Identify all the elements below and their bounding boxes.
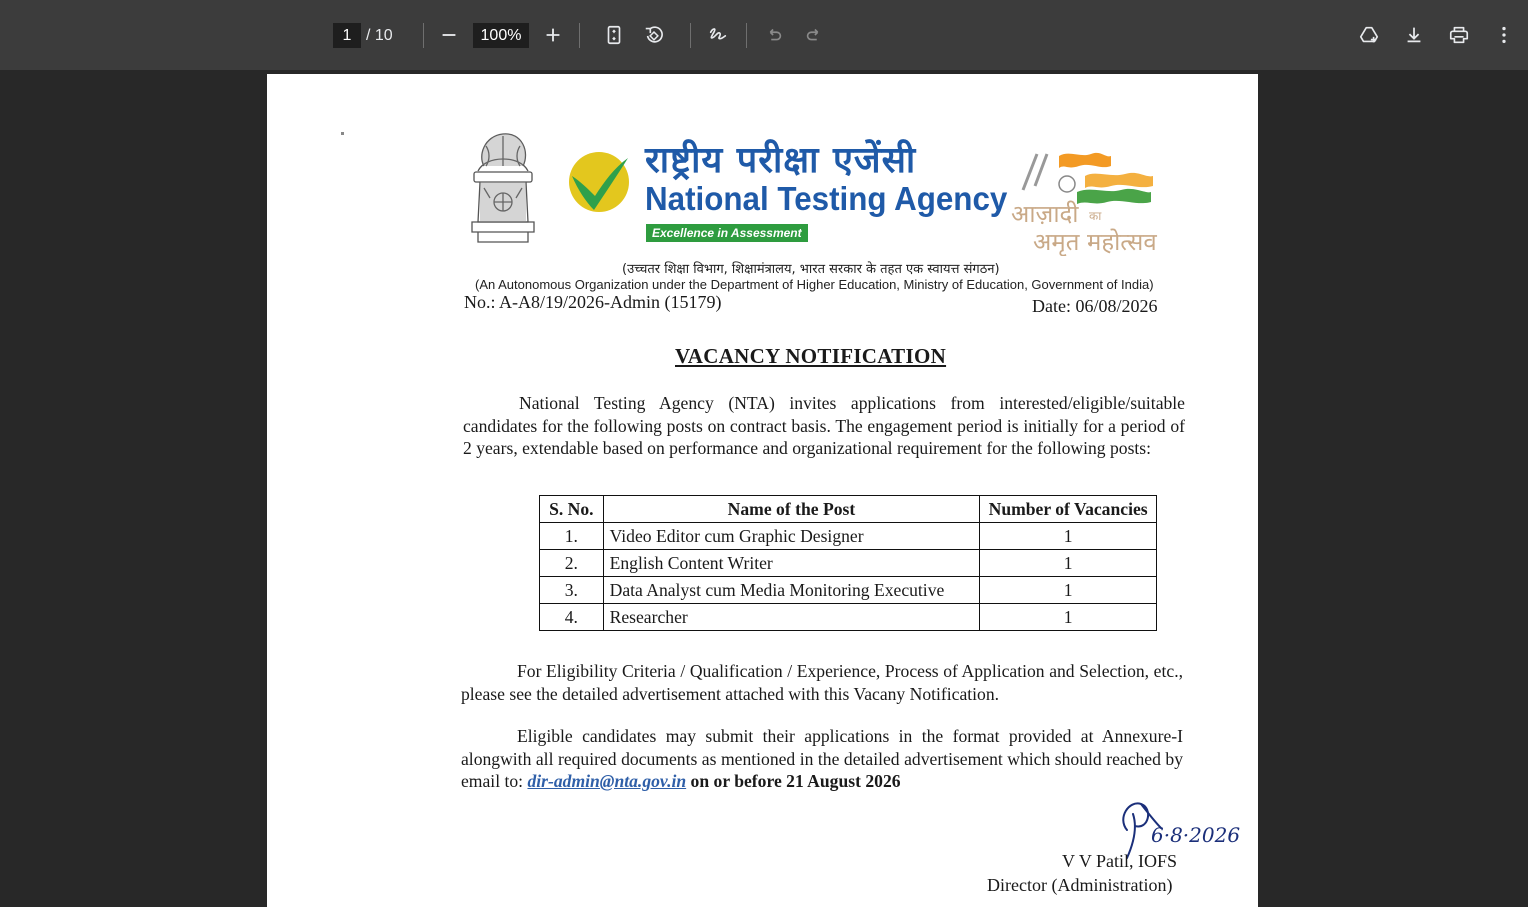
- table-row: [540, 577, 1157, 604]
- intro-paragraph-text: National Testing Agency (NTA) invites applications from interested/eligible/suitable candidates for the following posts on contract basis. The engagement period is initially for a period of 2 years, extendable based on performance and organizational requirement for the following posts:: [463, 393, 1185, 458]
- org-tagline: Excellence in Assessment: [646, 224, 808, 242]
- deadline-text: on or before 21 August 2026: [690, 771, 901, 791]
- cell-vacancies: 1: [980, 604, 1157, 631]
- azadi-ka-text: का: [1089, 209, 1102, 223]
- table-row: [540, 550, 1157, 577]
- azadi-ka-amrit-mahotsav-logo: [1007, 146, 1177, 256]
- draw-icon: [707, 24, 729, 46]
- signature-date: 6·8·2026: [1151, 823, 1241, 847]
- email-link[interactable]: dir-admin@nta.gov.in: [527, 771, 687, 791]
- column-header-post: Name of the Post: [603, 496, 980, 523]
- zoom-out-button[interactable]: [435, 21, 463, 49]
- cell-post: English Content Writer: [603, 550, 980, 577]
- subtitle-english: (An Autonomous Organization under the Department of Higher Education, Ministry of Education, Government of India): [475, 277, 1154, 292]
- more-actions-button[interactable]: [1490, 21, 1518, 49]
- signatory-name: V V Patil, IOFS: [1062, 851, 1178, 871]
- pdf-toolbar: [0, 0, 1528, 70]
- amrit-mahotsav-text: अमृत महोत्सव: [1033, 228, 1157, 256]
- toolbar-divider: [746, 23, 747, 48]
- org-name-hindi: राष्ट्रीय परीक्षा एजेंसी: [645, 140, 917, 181]
- undo-icon: [763, 24, 785, 46]
- pdf-page: [267, 74, 1258, 907]
- minus-icon: [438, 24, 460, 46]
- zoom-level-input[interactable]: 100%: [473, 23, 529, 48]
- table-header-row: [540, 496, 1157, 523]
- rotate-icon: [643, 24, 665, 46]
- subtitle-hindi: (उच्चतर शिक्षा विभाग, शिक्षामंत्रालय, भारत सरकार के तहत एक स्वायत्त संगठन): [622, 262, 1000, 277]
- toolbar-divider: [423, 23, 424, 48]
- print-button[interactable]: [1445, 21, 1473, 49]
- download-button[interactable]: [1400, 21, 1428, 49]
- plus-icon: [542, 24, 564, 46]
- column-header-sno: S. No.: [540, 496, 604, 523]
- cell-post: Researcher: [603, 604, 980, 631]
- scan-speck: [341, 132, 344, 135]
- table-row: [540, 604, 1157, 631]
- column-header-vacancies: Number of Vacancies: [980, 496, 1157, 523]
- document-date: Date: 06/08/2026: [1032, 296, 1158, 316]
- cell-post: Data Analyst cum Media Monitoring Executive: [603, 577, 980, 604]
- page-number-input[interactable]: 1: [333, 23, 361, 48]
- add-to-drive-button[interactable]: [1355, 21, 1383, 49]
- table-row: [540, 523, 1157, 550]
- print-icon: [1448, 24, 1470, 46]
- reference-number: No.: A-A8/19/2026-Admin (15179): [464, 292, 722, 312]
- application-paragraph: [461, 725, 1183, 793]
- toolbar-divider: [579, 23, 580, 48]
- undo-button[interactable]: [760, 21, 788, 49]
- more-icon: [1493, 24, 1515, 46]
- rotate-button[interactable]: [640, 21, 668, 49]
- application-paragraph-text: Eligible candidates may submit their applications in the format provided at Annexure-I alongwith all required documents as mentioned in the detailed advertisement which should reached by email to:: [461, 726, 1183, 791]
- page-total: / 10: [366, 27, 393, 44]
- cell-post: Video Editor cum Graphic Designer: [603, 523, 980, 550]
- download-icon: [1403, 24, 1425, 46]
- toolbar-divider: [690, 23, 691, 48]
- eligibility-paragraph-text: For Eligibility Criteria / Qualification / Experience, Process of Application and Selection, etc., please see the detailed advertisement attached with this Vacany Notification.: [461, 661, 1183, 704]
- zoom-in-button[interactable]: [539, 21, 567, 49]
- azadi-text: आज़ादी: [1011, 200, 1079, 228]
- cell-sno: 4.: [540, 604, 604, 631]
- national-emblem-icon: [464, 126, 542, 248]
- org-name-english: National Testing Agency: [645, 180, 1008, 217]
- cell-vacancies: 1: [980, 523, 1157, 550]
- redo-icon: [803, 24, 825, 46]
- fit-page-icon: [603, 24, 625, 46]
- signatory-designation: Director (Administration): [987, 875, 1173, 895]
- fit-page-button[interactable]: [600, 21, 628, 49]
- nta-tick-logo-icon: [567, 148, 631, 216]
- cell-sno: 2.: [540, 550, 604, 577]
- cell-sno: 1.: [540, 523, 604, 550]
- eligibility-paragraph: [461, 660, 1183, 705]
- redo-button[interactable]: [800, 21, 828, 49]
- document-heading: VACANCY NOTIFICATION: [675, 344, 947, 368]
- vacancy-table: [539, 495, 1157, 631]
- draw-button[interactable]: [704, 21, 732, 49]
- intro-paragraph: [463, 392, 1185, 460]
- cell-vacancies: 1: [980, 577, 1157, 604]
- cell-sno: 3.: [540, 577, 604, 604]
- add-to-drive-icon: [1358, 24, 1380, 46]
- cell-vacancies: 1: [980, 550, 1157, 577]
